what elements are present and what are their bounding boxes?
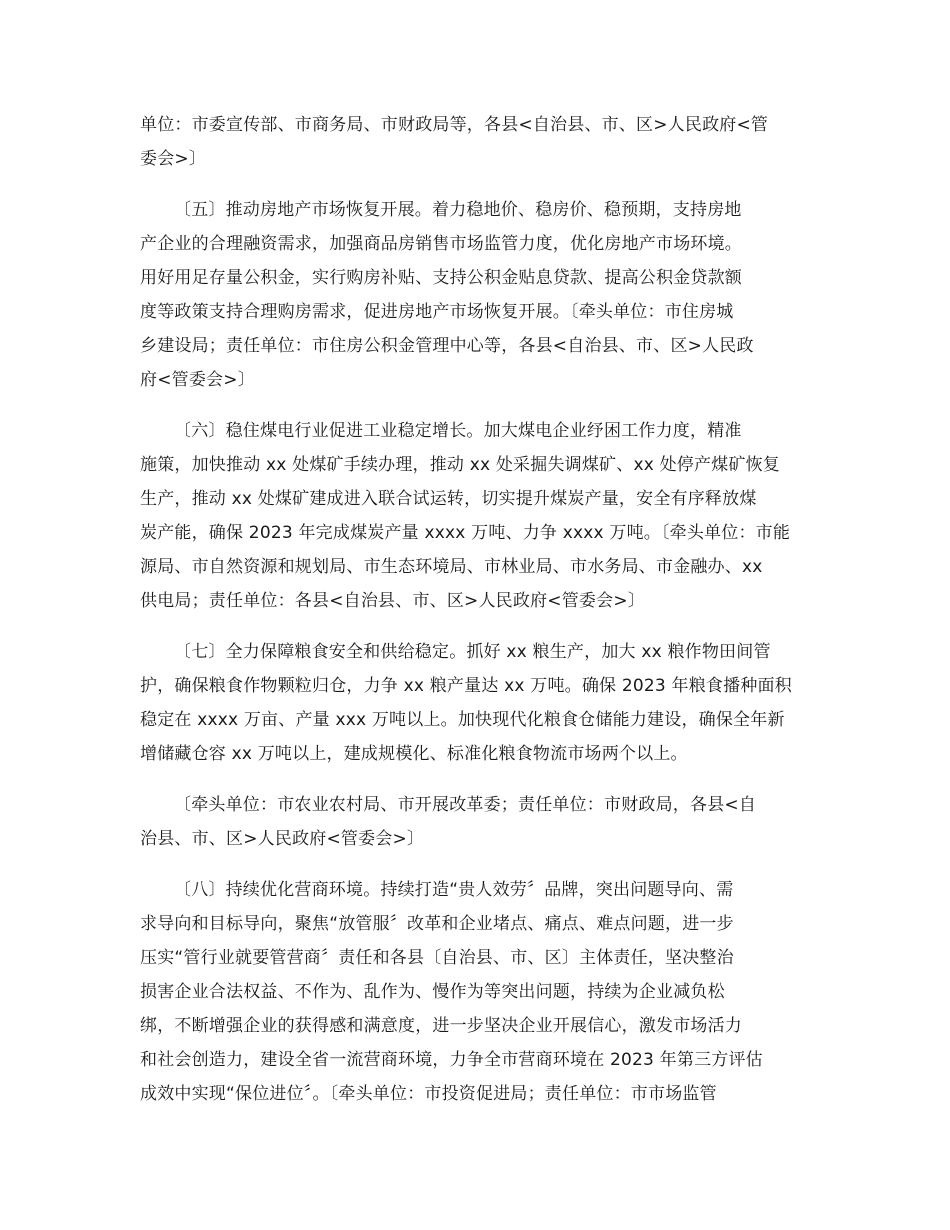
text-line: 绑，不断增强企业的获得感和满意度，进一步坚决企业开展信心，激发市场活力 [140,1016,742,1036]
text-line: 求导向和目标导向，聚焦“放管服〞改革和企业堵点、痛点、难点问题，进一步 [140,914,734,934]
paragraph-start-line: 〔牵头单位：市农业农村局、市开展改革委；责任单位：市财政局，各县<自 [174,795,757,815]
text-line: 施策，加快推动 xx 处煤矿手续办理，推动 xx 处采掘失调煤矿、xx 处停产煤矿恢复 [140,455,780,475]
paragraph-start-line: 〔八〕持续优化营商环境。持续打造“贵人效劳〞品牌，突出问题导向、需 [174,880,734,900]
text-line: 炭产能，确保 2023 年完成煤炭产量 xxxx 万吨、力争 xxxx 万吨。〔牵头单位：市能 [140,523,791,543]
text-line: 委会>〕 [140,149,207,169]
paragraph-start-line: 〔七〕全力保障粮食安全和供给稳定。抓好 xx 粮生产，加大 xx 粮作物田间管 [174,642,771,662]
text-line: 供电局；责任单位：各县<自治县、市、区>人民政府<管委会>〕 [140,591,645,611]
text-line: 护，确保粮食作物颗粒归仓，力争 xx 粮产量达 xx 万吨。确保 2023 年粮食播种面积 [140,676,792,696]
document-body [140,0,815,1230]
text-line: 府<管委会>〕 [140,370,255,390]
text-line: 单位：市委宣传部、市商务局、市财政局等，各县<自治县、市、区>人民政府<管 [140,115,769,135]
text-line: 度等政策支持合理购房需求，促进房地产市场恢复开展。〔牵头单位：市住房城 [140,302,734,322]
text-line: 增储藏仓容 xx 万吨以上，建成规模化、标准化粮食物流市场两个以上。 [140,744,688,764]
paragraph-start-line: 〔五〕推动房地产市场恢复开展。着力稳地价、稳房价、稳预期，支持房地 [174,200,742,220]
text-line: 稳定在 xxxx 万亩、产量 xxx 万吨以上。加快现代化粮食仓储能力建设，确保全年新 [140,710,785,730]
text-line: 用好用足存量公积金，实行购房补贴、支持公积金贴息贷款、提高公积金贷款额 [140,268,742,288]
text-line: 成效中实现“保位进位〞。〔牵头单位：市投资促进局；责任单位：市市场监管 [140,1084,717,1104]
text-line: 治县、市、区>人民政府<管委会>〕 [140,829,425,849]
paragraph-start-line: 〔六〕稳住煤电行业促进工业稳定增长。加大煤电企业纾困工作力度，精准 [174,421,742,441]
text-line: 损害企业合法权益、不作为、乱作为、慢作为等突出问题，持续为企业减负松 [140,982,725,1002]
text-line: 压实“管行业就要管营商〞责任和各县〔自治县、市、区〕主体责任，坚决整治 [140,948,734,968]
text-line: 乡建设局；责任单位：市住房公积金管理中心等，各县<自治县、市、区>人民政 [140,336,754,356]
text-line: 生产，推动 xx 处煤矿建成进入联合试运转，切实提升煤炭产量，安全有序释放煤 [140,489,757,509]
text-line: 源局、市自然资源和规划局、市生态环境局、市林业局、市水务局、市金融办、xx [140,557,763,577]
text-line: 和社会创造力，建设全省一流营商环境，力争全市营商环境在 2023 年第三方评估 [140,1050,763,1070]
text-line: 产企业的合理融资需求，加强商品房销售市场监管力度，优化房地产市场环境。 [140,234,742,254]
